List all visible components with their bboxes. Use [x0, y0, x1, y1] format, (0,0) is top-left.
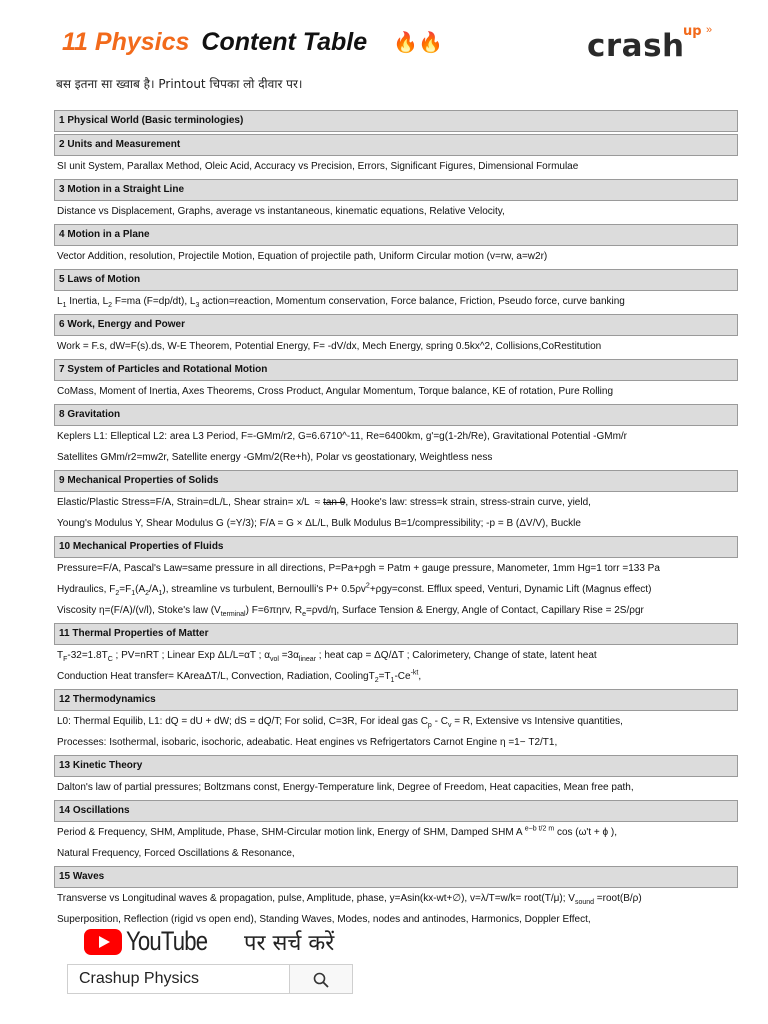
topic-line: $T_F-32=1.8T_C$ ; PV=nRT ; Linear Exp ΔL/L=αT ; $\alpha_{vol} =3\alpha_{linear}$ ; heat cap = ΔQ/ΔT ; Calorimetery, Change of state, latent heat [57, 650, 597, 663]
topic-line: Keplers L1: Elleptical L2: area L3 Period, F=-GMm/r2, G=6.6710^-11, Re=6400km, g'=g(1-2h/Re), Gravitational Potential -GMm/r [57, 431, 628, 442]
chapter-heading: 1 Physical World (Basic terminologies) [54, 110, 738, 132]
logo-arrow-icon: » [706, 24, 713, 36]
chapter-heading: 8 Gravitation [54, 404, 738, 426]
fire-icon: 🔥🔥 [393, 31, 443, 54]
topic-line: Dalton's law of partial pressures; Boltzmans const, Energy-Temperature link, Degree of Freedom, Heat capacities, Mean free path, [57, 782, 634, 793]
topic-line: Vector Addition, resolution, Projectile Motion, Equation of projectile path, Uniform Circular motion (v=rw, a=w2r) [57, 251, 548, 262]
topic-line: Pressure=F/A, Pascal's Law=same pressure in all directions, P=Pa+ρgh = Patm + gauge pressure, Manometer, 1mm Hg=1 torr =133 Pa [57, 563, 660, 574]
topic-line: Transverse vs Longitudinal waves & propagation, pulse, Amplitude, phase, y=Asin(kx-wt+∅), v=λ/T=w/k= root(T/μ); $V_{sound}$ =root(B/ρ) [57, 893, 642, 906]
youtube-play-icon [84, 929, 122, 955]
crashup-logo [587, 24, 737, 64]
title-subject: 11 Physics [62, 27, 190, 56]
search-input[interactable]: Crashup Physics [79, 970, 200, 987]
magnifier-icon [313, 972, 329, 988]
topic-line: $L_1$ Inertia, $L_2$ F=ma (F=dp/dt), $L_3$ action=reaction, Momentum conservation, Force balance, Friction, Pseudo force, curve banking [57, 296, 625, 309]
chapter-heading: 11 Thermal Properties of Matter [54, 623, 738, 645]
chapter-heading: 3 Motion in a Straight Line [54, 179, 738, 201]
chapter-heading: 6 Work, Energy and Power [54, 314, 738, 336]
topic-line: Elastic/Plastic Stress=F/A, Strain=dL/L, Shear strain= x/L ≈ tan θ, Hooke's law: stress=k strain, stress-strain curve, yield, [57, 497, 591, 508]
topic-line: Superposition, Reflection (rigid vs open end), Standing Waves, Modes, nodes and antinodes, Harmonics, Doppler Effect, [57, 914, 591, 925]
chapter-heading: 12 Thermodynamics [54, 689, 738, 711]
topic-line: Viscosity η=(F/A)/(v/l), Stoke's law $(V_{terminal})$ F=6πηrv, $R_e=\rho vd/\eta$, Surface Tension & Energy, Angle of Contact, Capillary Rise = 2S/ρgr [57, 605, 644, 618]
subtitle: बस इतना सा ख्वाब है। Printout चिपका लो दीवार पर। [56, 77, 303, 91]
topic-line: Natural Frequency, Forced Oscillations & Resonance, [57, 848, 295, 859]
logo-sup-text: up [683, 24, 702, 39]
chapter-heading: 4 Motion in a Plane [54, 224, 738, 246]
youtube-banner [84, 926, 334, 957]
chapter-heading: 13 Kinetic Theory [54, 755, 738, 777]
topic-line: SI unit System, Parallax Method, Oleic Acid, Accuracy vs Precision, Errors, Significant Figures, Dimensional Formulae [57, 161, 579, 172]
title-content-table: Content Table [201, 27, 368, 56]
content-table [54, 108, 738, 930]
chapter-heading: 5 Laws of Motion [54, 269, 738, 291]
topic-line: Work = F.s, dW=F(s).ds, W-E Theorem, Potential Energy, F= -dV/dx, Mech Energy, spring 0.5kx^2, Collisions,CoRestitution [57, 341, 602, 352]
chapter-heading: 2 Units and Measurement [54, 134, 738, 156]
topic-line: L0: Thermal Equilib, L1: dQ = dU + dW; dS = dQ/T; For solid, C=3R, For ideal gas $C_p - C_v = R$, Extensive vs Intensive quantities, [57, 716, 623, 729]
chapter-heading: 9 Mechanical Properties of Solids [54, 470, 738, 492]
chapter-heading: 15 Waves [54, 866, 738, 888]
search-instruction: पर सर्च करें [244, 930, 335, 956]
chapter-heading: 10 Mechanical Properties of Fluids [54, 536, 738, 558]
youtube-search-box[interactable] [67, 964, 353, 994]
youtube-wordmark: YouTube [126, 926, 208, 956]
logo-text: crash [587, 28, 685, 64]
topic-line: Conduction Heat transfer= KAreaΔT/L, Convection, Radiation, $CoolingT_2=T_1-Ce^{-kt}$, [57, 669, 422, 684]
chapter-heading: 7 System of Particles and Rotational Motion [54, 359, 738, 381]
search-button[interactable] [289, 965, 352, 993]
topic-line: Processes: Isothermal, isobaric, isochoric, adeabatic. Heat engines vs Refrigertators Carnot Engine η =1− T2/T1, [57, 737, 558, 748]
page-title [62, 24, 443, 60]
topic-line: CoMass, Moment of Inertia, Axes Theorems, Cross Product, Angular Momentum, Torque balance, KE of rotation, Pure Rolling [57, 386, 614, 397]
topic-line: Hydraulics, $F_2=F_1(A_2/A_1)$, streamline vs turbulent, Bernoulli's $P+ 0.5\rho v^2+\rho gy=const$. Efflux speed, Venturi, Dynamic Lift (Magnus effect) [57, 582, 652, 597]
topic-line: Period & Frequency, SHM, Amplitude, Phase, SHM-Circular motion link, Energy of SHM, Damped SHM A $^{e-b t/2 m}$ cos (ω't + ϕ ), [57, 825, 617, 838]
topic-line: Satellites GMm/r2=mw2r, Satellite energy -GMm/2(Re+h), Polar vs geostationary, Weightless ness [57, 452, 493, 463]
topic-line: Distance vs Displacement, Graphs, average vs instantaneous, kinematic equations, Relative Velocity, [57, 206, 505, 217]
chapter-heading: 14 Oscillations [54, 800, 738, 822]
topic-line: Young's Modulus Y, Shear Modulus G (=Y/3); F/A = G × ΔL/L, Bulk Modulus B=1/compressibility; -p = B (ΔV/V), Buckle [57, 518, 581, 529]
